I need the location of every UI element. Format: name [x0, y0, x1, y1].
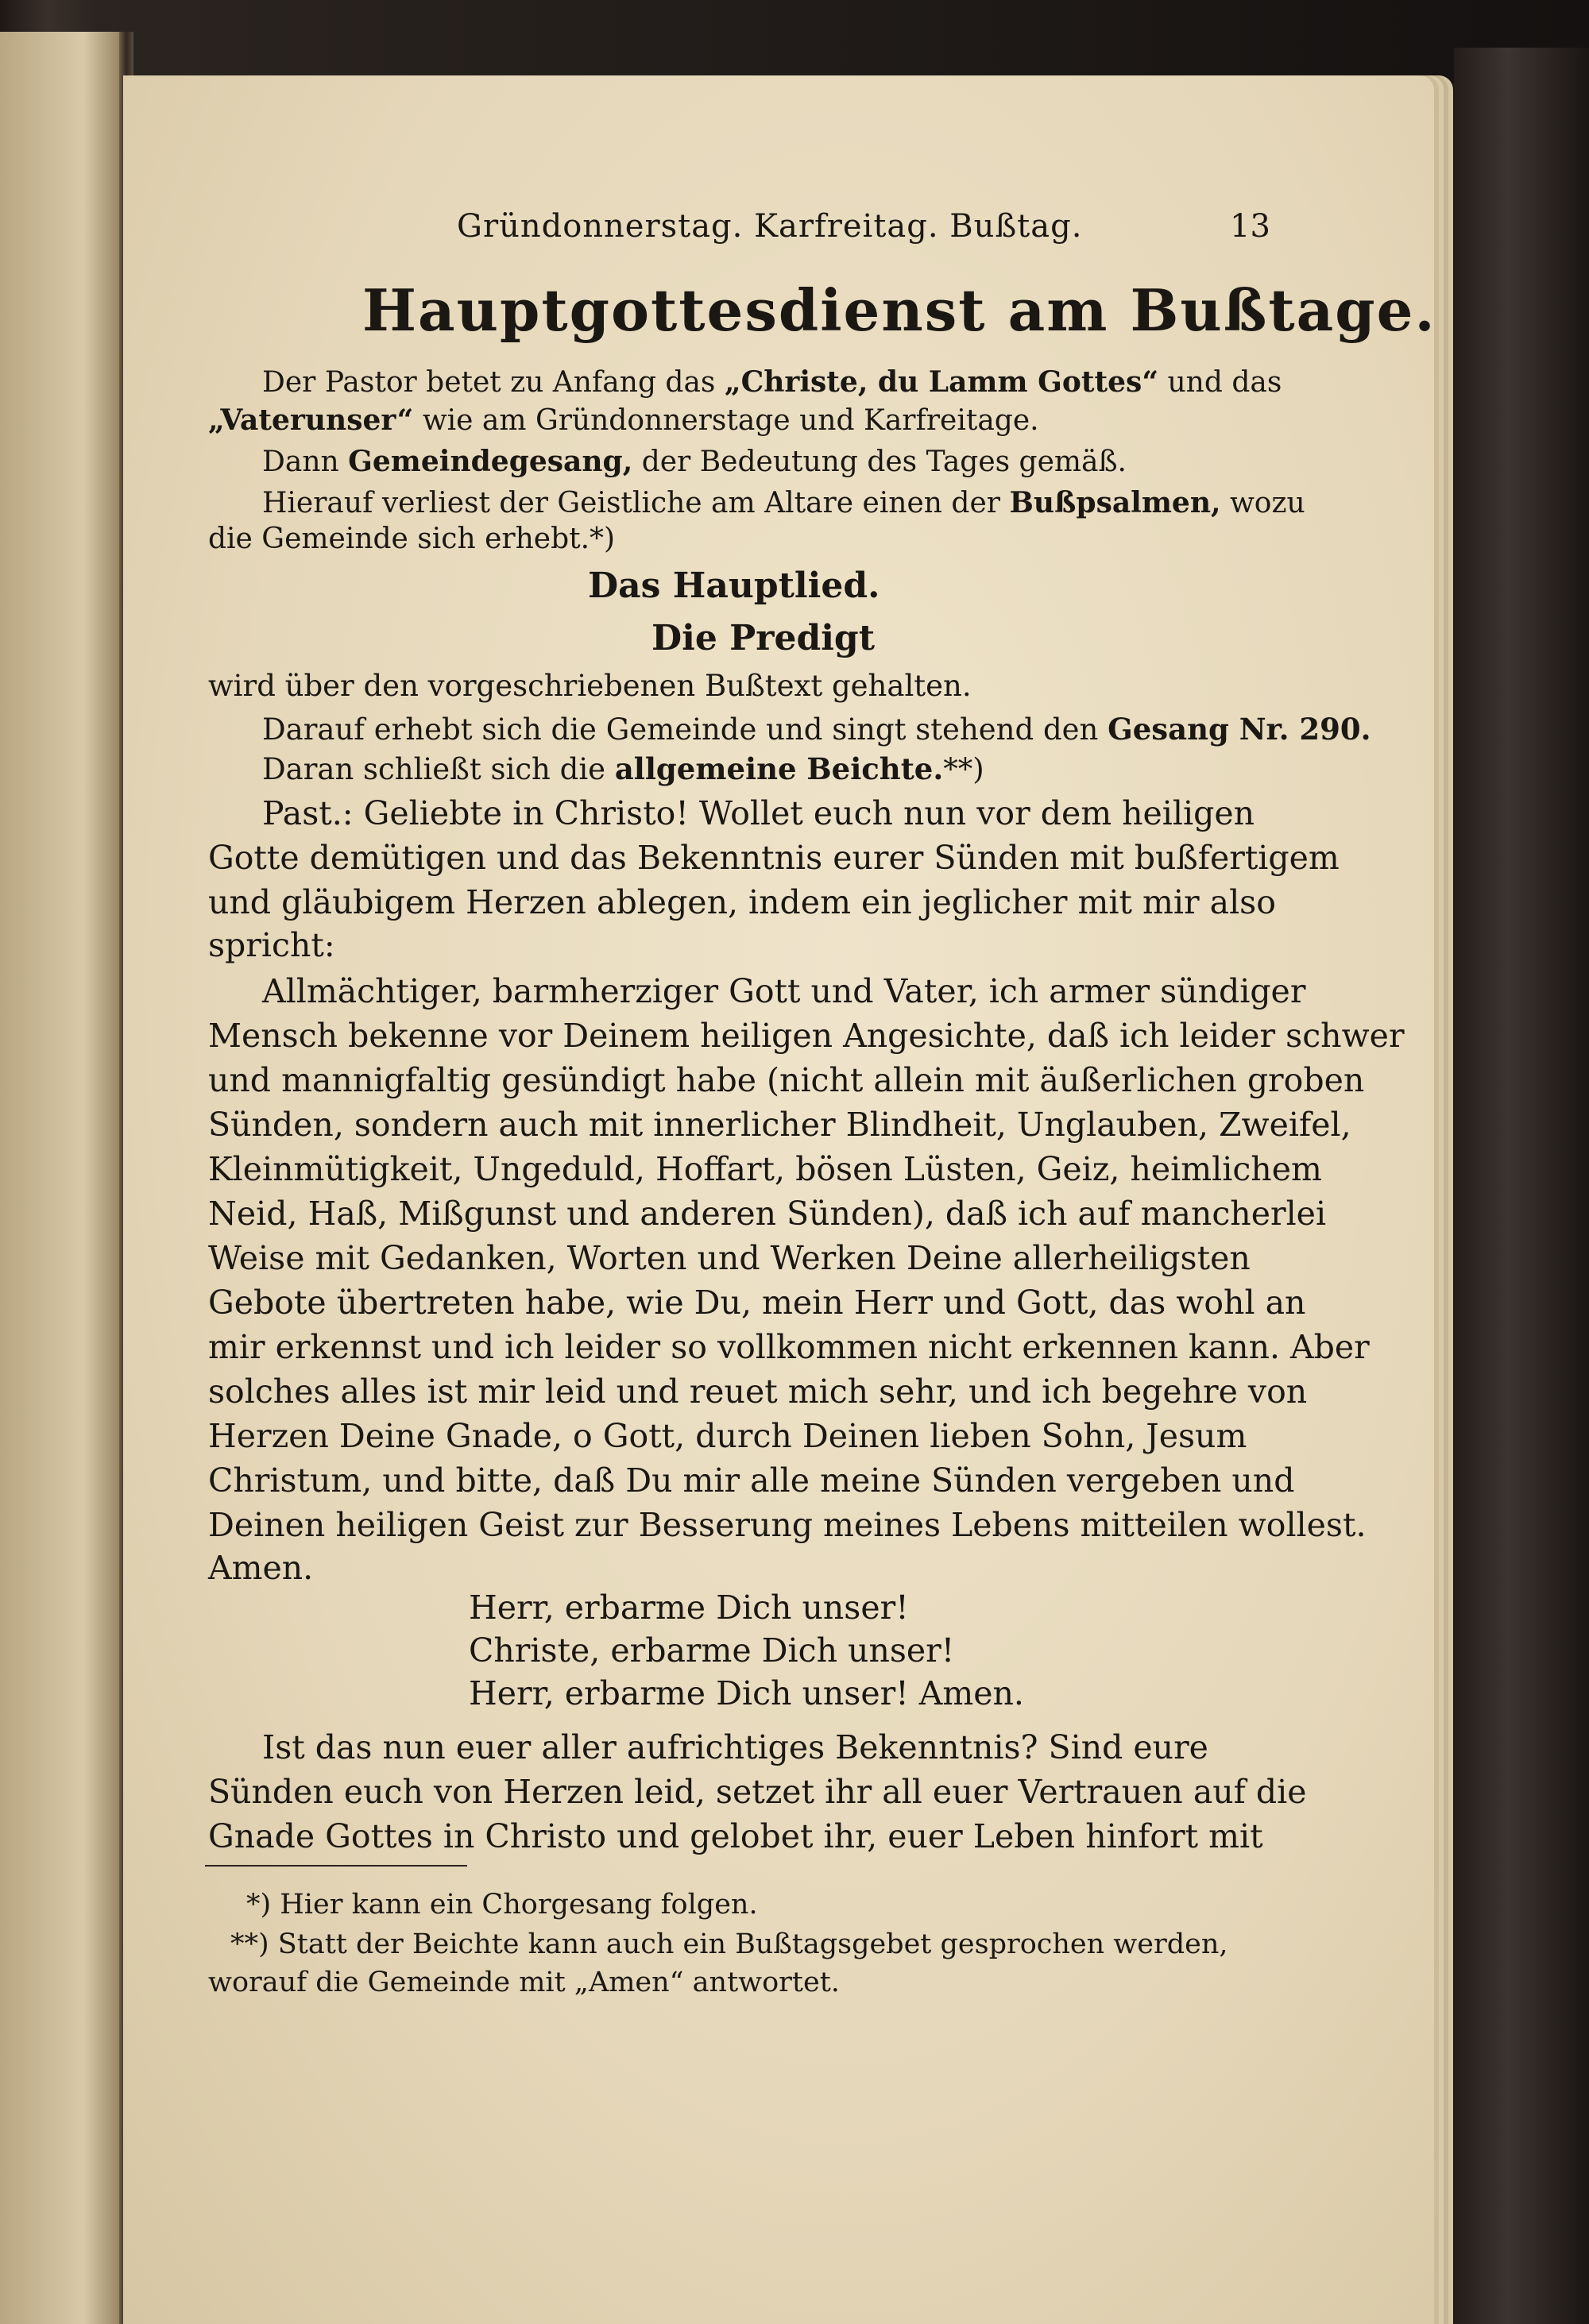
confession-line: Herzen Deine Gnade, o Gott, durch Deinen lieben Sohn, Jesum	[208, 1417, 1247, 1455]
kyrie-line: Christe, erbarme Dich unser!	[469, 1631, 955, 1670]
intro-text: wozu	[1220, 487, 1305, 519]
confession-line: Deinen heiligen Geist zur Besserung meines Lebens mitteilen wollest.	[208, 1506, 1367, 1544]
page-title: Hauptgottesdienst am Bußtage.	[362, 276, 1436, 344]
confession-line: Amen.	[208, 1549, 314, 1587]
intro-emph: „Vaterunser“	[208, 403, 414, 437]
footnote-rule	[205, 1865, 467, 1867]
predigt-heading: Die Predigt	[651, 618, 876, 658]
intro-text: Der Pastor betet zu Anfang das	[262, 366, 725, 399]
gesang-line	[262, 712, 1371, 747]
gesang-emph: Gesang Nr. 290.	[1108, 712, 1371, 747]
kyrie-line: Herr, erbarme Dich unser!	[469, 1589, 909, 1627]
intro-line-1	[262, 365, 1282, 399]
gesang-text: Darauf erhebt sich die Gemeinde und singt stehend den	[262, 712, 1108, 747]
predigt-line: wird über den vorgeschriebenen Bußtext gehalten.	[208, 669, 972, 703]
confession-line: Kleinmütigkeit, Ungeduld, Hoffart, bösen Lüsten, Geiz, heimlichem	[208, 1150, 1322, 1188]
confession-line: Mensch bekenne vor Deinem heiligen Angesichte, daß ich leider schwer	[208, 1017, 1405, 1055]
book-cover-edge	[1454, 48, 1589, 2324]
intro-line-2	[208, 403, 1039, 437]
intro-text: der Bedeutung des Tages gemäß.	[632, 446, 1127, 478]
intro-line-4	[262, 486, 1305, 519]
confession-line: und mannigfaltig gesündigt habe (nicht allein mit äußerlichen groben	[208, 1061, 1365, 1099]
intro-text: Dann	[262, 446, 349, 478]
intro-text: wie am Gründonnerstage und Karfreitage.	[413, 404, 1039, 437]
intro-emph: Gemeindegesang,	[348, 445, 633, 478]
beichte-text: **)	[943, 752, 984, 786]
confession-line: mir erkennst und ich leider so vollkommen nicht erkennen kann. Aber	[208, 1328, 1370, 1366]
hauptlied-heading: Das Hauptlied.	[588, 566, 880, 606]
intro-emph: Bußpsalmen,	[1009, 486, 1221, 519]
address-line-2: Gotte demütigen und das Bekenntnis eurer Sünden mit bußfertigem	[208, 839, 1340, 877]
intro-emph: „Christe, du Lamm Gottes“	[724, 365, 1159, 399]
running-head: Gründonnerstag. Karfreitag. Bußtag.	[457, 208, 1083, 245]
facing-page-edge	[0, 32, 119, 2324]
question-line: Ist das nun euer aller aufrichtiges Bekenntnis? Sind eure	[262, 1728, 1208, 1766]
intro-text: und das	[1158, 366, 1282, 399]
beichte-line	[262, 751, 984, 786]
question-line: Sünden euch von Herzen leid, setzet ihr all euer Vertrauen auf die	[208, 1773, 1307, 1811]
confession-line: Neid, Haß, Mißgunst und anderen Sünden), daß ich auf mancherlei	[208, 1195, 1327, 1233]
intro-line-5: die Gemeinde sich erhebt.*)	[208, 523, 616, 555]
address-line-1: Past.: Geliebte in Christo! Wollet euch nun vor dem heiligen	[262, 794, 1255, 832]
confession-line: Weise mit Gedanken, Worten und Werken Deine allerheiligsten	[208, 1239, 1251, 1277]
address-line-4: spricht:	[208, 926, 335, 964]
intro-text: Hierauf verliest der Geistliche am Altare einen der	[262, 487, 1010, 519]
footnote-2-cont: worauf die Gemeinde mit „Amen“ antwortet.	[208, 1967, 840, 1998]
confession-line: Gebote übertreten habe, wie Du, mein Herr und Gott, das wohl an	[208, 1284, 1306, 1322]
confession-line: Allmächtiger, barmherziger Gott und Vater, ich armer sündiger	[262, 972, 1306, 1010]
confession-line: Sünden, sondern auch mit innerlicher Blindheit, Unglauben, Zweifel,	[208, 1106, 1351, 1144]
confession-line: solches alles ist mir leid und reuet mich sehr, und ich begehre von	[208, 1372, 1308, 1411]
beichte-emph: allgemeine Beichte.	[614, 751, 944, 786]
address-line-3: und gläubigem Herzen ablegen, indem ein jeglicher mit mir also	[208, 883, 1276, 921]
intro-line-3	[262, 445, 1127, 478]
question-line: Gnade Gottes in Christo und gelobet ihr, euer Leben hinfort mit	[208, 1817, 1263, 1855]
footnote-1: *) Hier kann ein Chorgesang folgen.	[246, 1889, 758, 1921]
footnote-2: **) Statt der Beichte kann auch ein Bußtagsgebet gesprochen werden,	[230, 1928, 1228, 1960]
page-number: 13	[1230, 208, 1270, 245]
kyrie-line: Herr, erbarme Dich unser! Amen.	[469, 1674, 1024, 1712]
beichte-text: Daran schließt sich die	[262, 752, 615, 786]
confession-line: Christum, und bitte, daß Du mir alle meine Sünden vergeben und	[208, 1461, 1295, 1500]
